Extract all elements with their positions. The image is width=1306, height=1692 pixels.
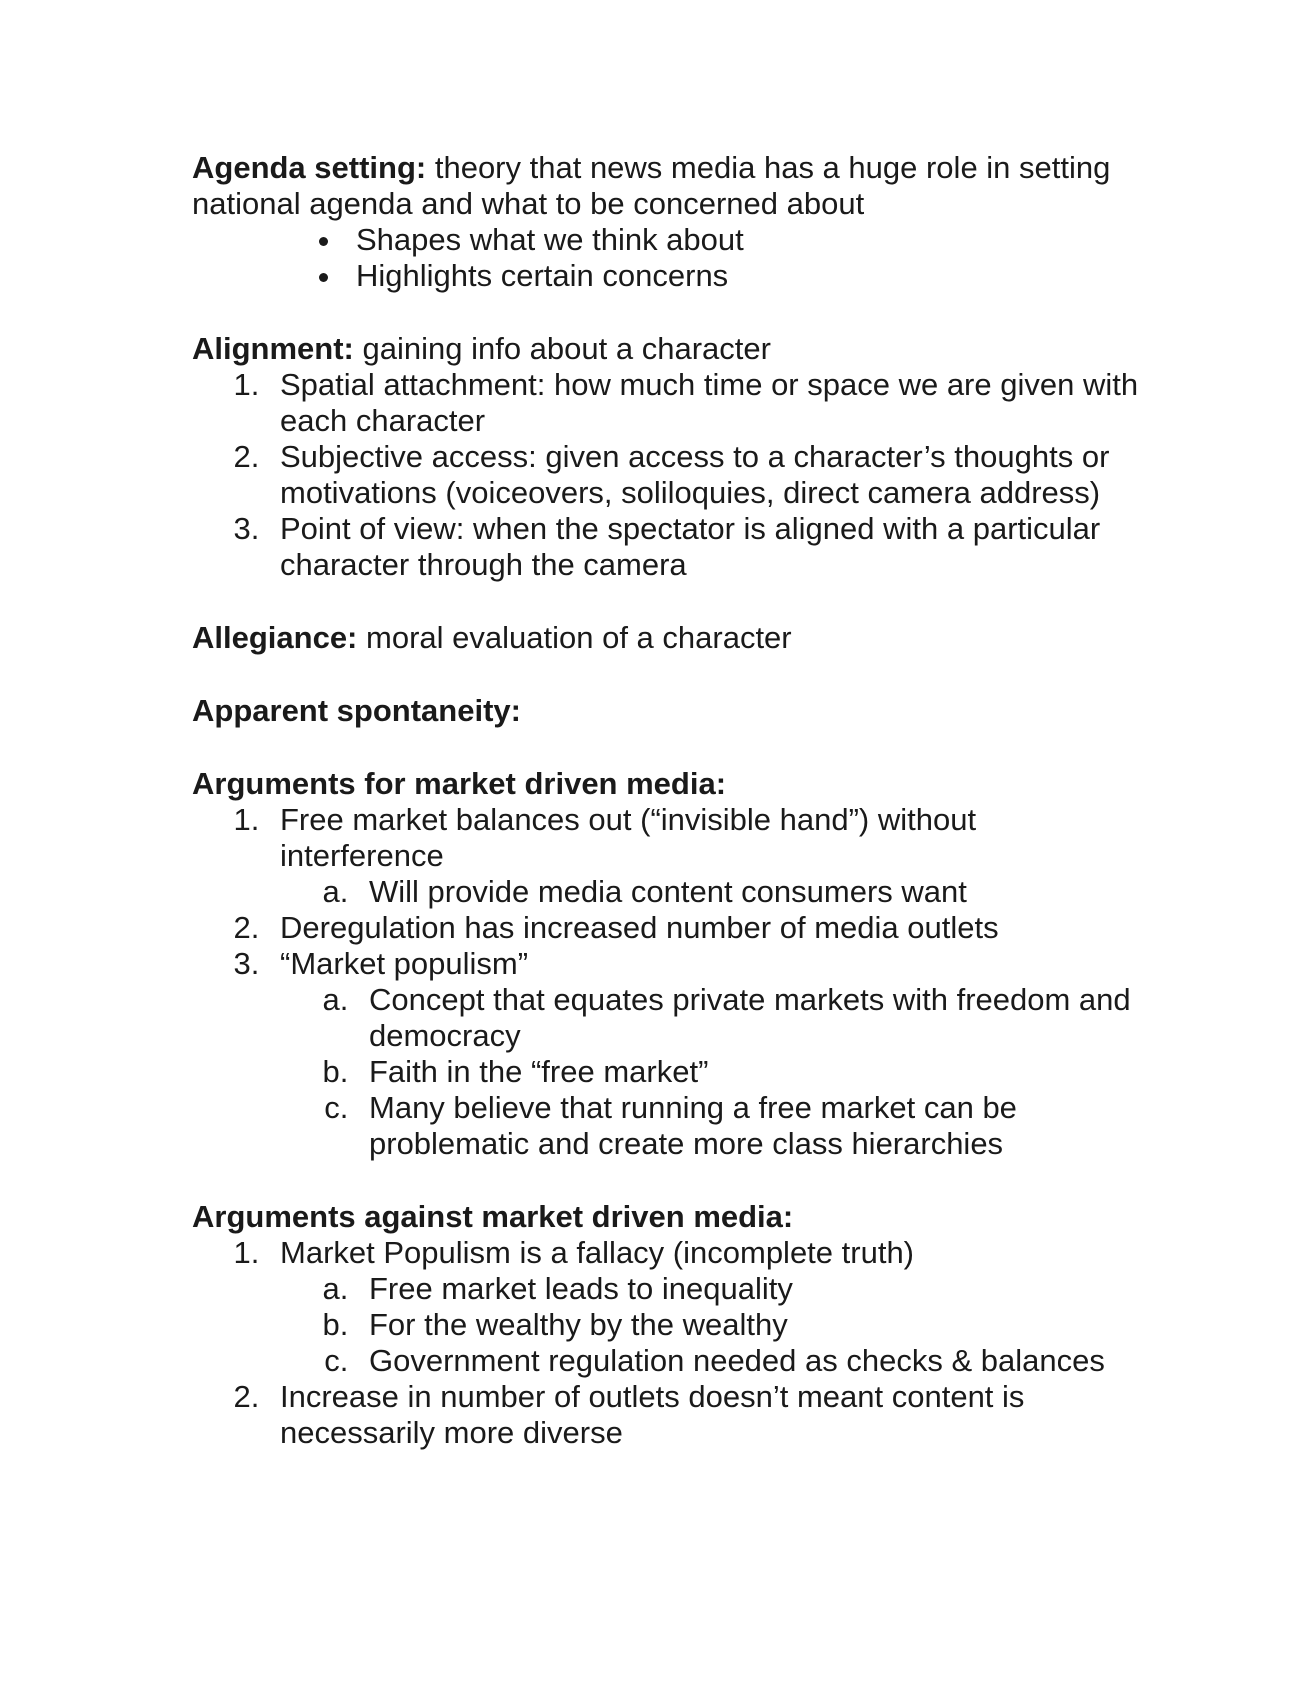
section-arguments-for	[192, 766, 1142, 1162]
definition-paragraph	[192, 693, 1142, 729]
sublist-item: b. Faith in the “free market”	[357, 1054, 1142, 1090]
lettered-sublist	[280, 1271, 1142, 1379]
definition-text: theory that news media has a huge role in setting national agenda and what to be concerned about	[192, 150, 1111, 221]
definition-paragraph	[192, 150, 1142, 222]
term-heading: Arguments against market driven media:	[192, 1199, 794, 1234]
section-agenda-setting	[192, 150, 1142, 294]
numbered-list	[192, 367, 1142, 583]
document-page	[192, 150, 1142, 1488]
list-item	[268, 802, 1142, 910]
section-apparent-spontaneity	[192, 693, 1142, 729]
lettered-sublist	[280, 982, 1142, 1162]
definition-paragraph	[192, 331, 1142, 367]
definition-paragraph	[192, 1199, 1142, 1235]
lettered-sublist	[280, 874, 1142, 910]
term-heading: Agenda setting:	[192, 150, 427, 185]
list-item: 2. Subjective access: given access to a character’s thoughts or motivations (voiceovers, soliloquies, direct camera address)	[268, 439, 1142, 511]
term-heading: Allegiance:	[192, 620, 358, 655]
list-item-text: Free market balances out (“invisible hand”) without interference	[280, 802, 977, 873]
list-item: 1. Spatial attachment: how much time or space we are given with each character	[268, 367, 1142, 439]
sublist-item: a. Concept that equates private markets with freedom and democracy	[357, 982, 1142, 1054]
sublist-item: a. Free market leads to inequality	[357, 1271, 1142, 1307]
term-heading: Arguments for market driven media:	[192, 766, 727, 801]
list-item	[268, 1235, 1142, 1379]
list-item-text: Increase in number of outlets doesn’t meant content is necessarily more diverse	[280, 1379, 1025, 1450]
definition-paragraph	[192, 766, 1142, 802]
sublist-item: c. Many believe that running a free market can be problematic and create more class hierarchies	[357, 1090, 1142, 1162]
sublist-item: c. Government regulation needed as checks & balances	[357, 1343, 1142, 1379]
section-alignment	[192, 331, 1142, 583]
list-item	[268, 1379, 1142, 1451]
list-item: • Shapes what we think about	[344, 222, 1142, 258]
numbered-list	[192, 802, 1142, 1162]
term-heading: Apparent spontaneity:	[192, 693, 521, 728]
list-item	[268, 910, 1142, 946]
term-heading: Alignment:	[192, 331, 354, 366]
sublist-item: b. For the wealthy by the wealthy	[357, 1307, 1142, 1343]
list-item: 3. Point of view: when the spectator is aligned with a particular character through the camera	[268, 511, 1142, 583]
list-item: • Highlights certain concerns	[344, 258, 1142, 294]
definition-paragraph	[192, 620, 1142, 656]
section-allegiance	[192, 620, 1142, 656]
list-item-text: Market Populism is a fallacy (incomplete truth)	[280, 1235, 915, 1270]
definition-text: moral evaluation of a character	[357, 620, 792, 655]
bullet-list	[192, 222, 1142, 294]
list-item	[268, 946, 1142, 1162]
numbered-list	[192, 1235, 1142, 1451]
definition-text: gaining info about a character	[353, 331, 771, 366]
section-arguments-against	[192, 1199, 1142, 1451]
list-item-text: Deregulation has increased number of media outlets	[280, 910, 999, 945]
sublist-item: a. Will provide media content consumers want	[357, 874, 1142, 910]
list-item-text: “Market populism”	[280, 946, 529, 981]
